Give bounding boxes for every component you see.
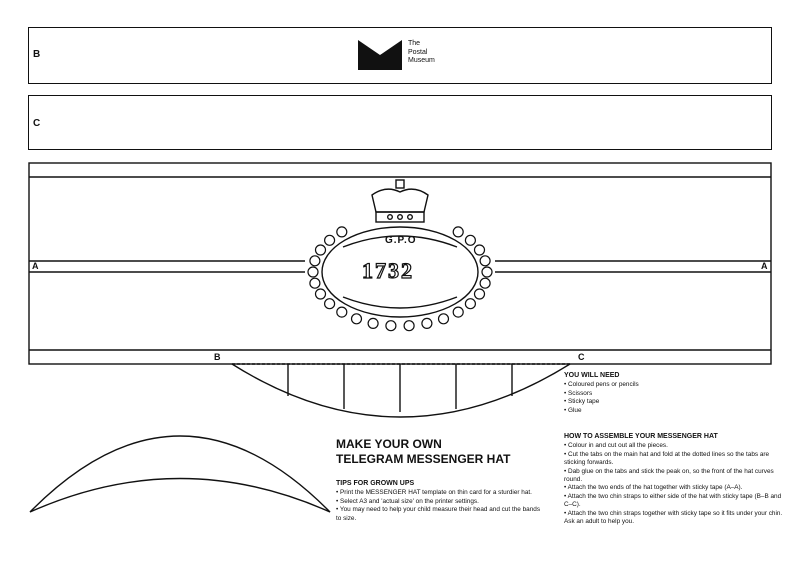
- needs-section: [564, 372, 784, 415]
- tips-item: • Select A3 and 'actual size' on the printer settings.: [336, 497, 479, 505]
- needs-item: • Glue: [564, 406, 582, 414]
- badge-pearl: [310, 256, 320, 266]
- tips-item: • Print the MESSENGER HAT template on thin card for a sturdier hat.: [336, 489, 532, 497]
- badge-pearl: [475, 245, 485, 255]
- badge-pearl: [386, 321, 396, 331]
- edge-label-a-right: A: [761, 261, 768, 271]
- needs-list: [564, 381, 784, 415]
- badge-pearl: [465, 299, 475, 309]
- badge-pearl: [422, 318, 432, 328]
- badge-pearl: [465, 235, 475, 245]
- badge-pearl: [325, 235, 335, 245]
- badge-initials: G.P.O: [385, 235, 417, 246]
- assemble-item: • Attach the two chin straps to either side of the hat with sticky tape (B–B and C–C).: [564, 492, 782, 509]
- badge-pearl: [368, 318, 378, 328]
- badge-pearl: [453, 227, 463, 237]
- edge-label-a-left: A: [32, 261, 39, 271]
- tips-section: [336, 480, 546, 523]
- badge-year: 1732: [362, 258, 414, 283]
- badge-pearl: [316, 289, 326, 299]
- logo-line-3: Museum: [408, 57, 435, 64]
- badge-pearl: [480, 278, 490, 288]
- badge-pearl: [482, 267, 492, 277]
- edge-label-b: B: [214, 352, 221, 362]
- title-line-1: MAKE YOUR OWN: [336, 437, 442, 451]
- strip-label-c: C: [33, 118, 41, 129]
- needs-item: • Sticky tape: [564, 398, 600, 406]
- assemble-heading: HOW TO ASSEMBLE YOUR MESSENGER HAT: [564, 433, 718, 440]
- edge-label-c: C: [578, 352, 585, 362]
- badge-pearl: [337, 227, 347, 237]
- badge-pearl: [352, 314, 362, 324]
- assemble-item: • Colour in and cut out all the pieces.: [564, 442, 668, 450]
- tips-item: • You may need to help your child measure their head and cut the bands to size.: [336, 506, 541, 522]
- assemble-list: [564, 442, 784, 526]
- badge-pearl: [325, 299, 335, 309]
- logo-line-1: The: [408, 40, 421, 47]
- needs-item: • Scissors: [564, 389, 593, 397]
- assemble-item: • Dab glue on the tabs and stick the peak on, so the front of the hat curves round.: [564, 467, 774, 484]
- tips-heading: TIPS FOR GROWN UPS: [336, 480, 415, 487]
- badge-pearl: [310, 278, 320, 288]
- assemble-item: • Cut the tabs on the main hat and fold at the dotted lines so the tabs are sticking forwards.: [564, 450, 770, 467]
- badge-pearl: [453, 307, 463, 317]
- badge-pearl: [404, 321, 414, 331]
- needs-heading: YOU WILL NEED: [564, 372, 620, 379]
- title-line-2: TELEGRAM MESSENGER HAT: [336, 452, 511, 466]
- assemble-item: • Attach the two ends of the hat together with sticky tape (A–A).: [564, 484, 743, 492]
- assemble-item: • Attach the two chin straps together with sticky tape so it fits under your chin. Ask an adult to help you.: [564, 509, 783, 526]
- tips-list: [336, 489, 546, 523]
- badge-pearl: [475, 289, 485, 299]
- badge-pearl: [308, 267, 318, 277]
- badge-pearl: [316, 245, 326, 255]
- assemble-section: [564, 433, 784, 526]
- needs-item: • Coloured pens or pencils: [564, 381, 639, 389]
- strip-label-b: B: [33, 49, 41, 60]
- logo-line-2: Postal: [408, 48, 428, 56]
- badge-pearl: [439, 314, 449, 324]
- badge-pearl: [480, 256, 490, 266]
- title-block: [336, 437, 536, 467]
- badge-pearl: [337, 307, 347, 317]
